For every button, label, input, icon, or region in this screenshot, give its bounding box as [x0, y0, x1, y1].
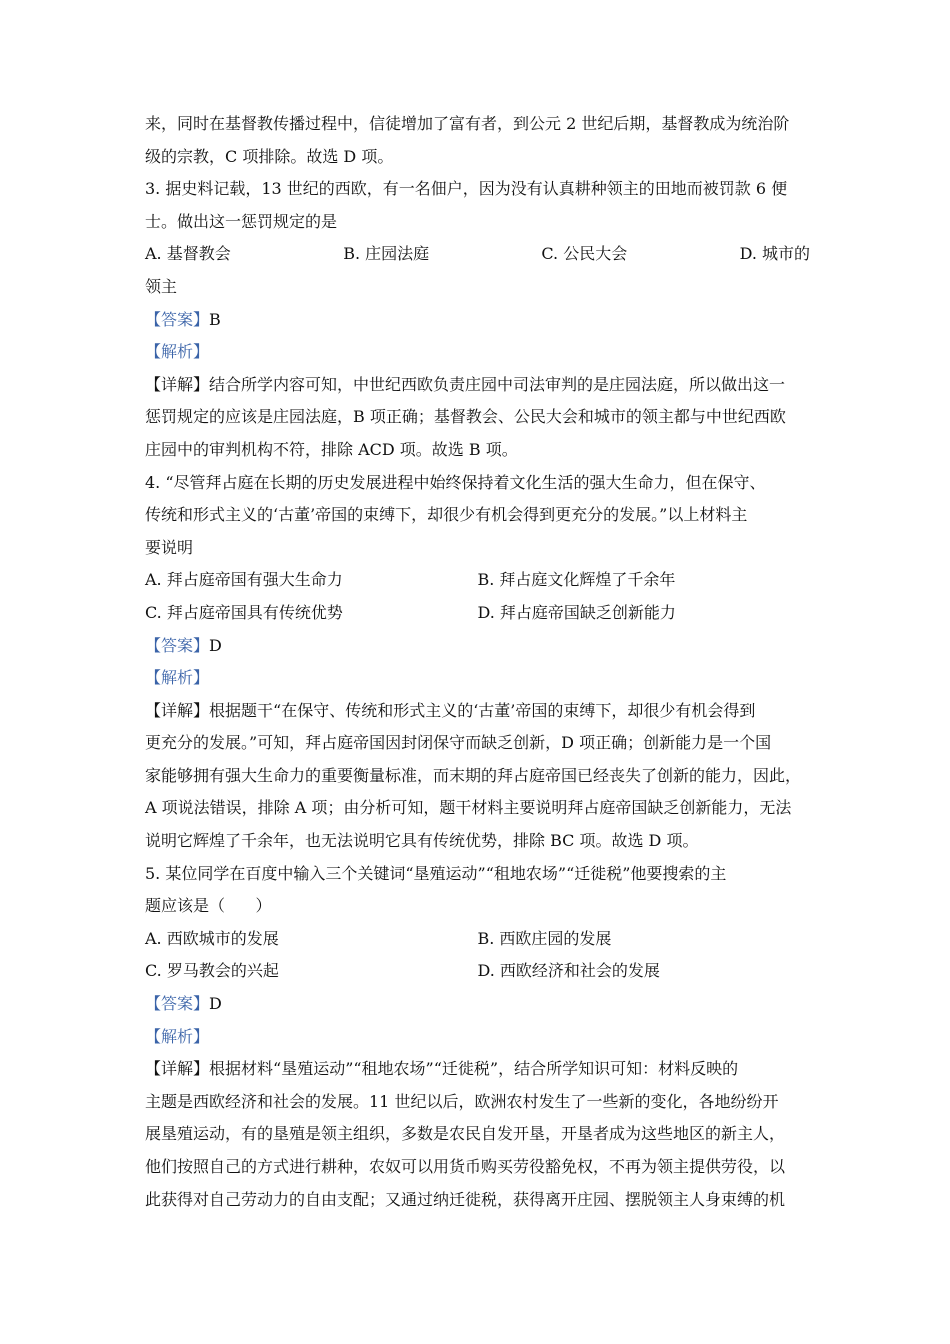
- q3-answer: [145, 304, 810, 337]
- q5-option-a: A. 西欧城市的发展: [145, 928, 279, 948]
- q4-stem-line-3: 要说明: [145, 537, 194, 557]
- q3-detail-text-1: 结合所学内容可知，中世纪西欧负责庄园中司法审判的是庄园法庭，所以做出这一: [209, 374, 786, 394]
- q4-stem-line-1: 4. “尽管拜占庭在长期的历史发展进程中始终保持着文化生活的强大生命力，但在保守、: [145, 472, 766, 492]
- q3-detail-line-1: [145, 369, 810, 402]
- q3-option-d-wrap: 领主: [145, 276, 178, 296]
- q3-analysis: [145, 336, 810, 369]
- q5-stem-line-2: 题应该是（ ）: [145, 896, 272, 916]
- q3-detail-line-3: 庄园中的审判机构不符，排除 ACD 项。故选 B 项。: [145, 439, 518, 459]
- q3-option-d: D. 城市的: [739, 244, 810, 264]
- q5-detail-line-1: [145, 1053, 810, 1086]
- q4-detail-line-1: [145, 695, 810, 728]
- q5-option-b: B. 西欧庄园的发展: [477, 928, 612, 948]
- q5-option-c: C. 罗马教会的兴起: [145, 961, 279, 981]
- analysis-tag: 【解析】: [145, 1026, 210, 1046]
- q3-answer-value: B: [209, 309, 221, 329]
- detail-tag: 【详解】: [145, 1059, 210, 1079]
- q5-analysis: [145, 1021, 810, 1054]
- q3-options: [145, 238, 810, 271]
- intro-line-2: 级的宗教，C 项排除。故选 D 项。: [145, 146, 394, 166]
- q3-option-b: B. 庄园法庭: [343, 244, 430, 264]
- q4-option-a: A. 拜占庭帝国有强大生命力: [145, 570, 343, 590]
- q5-detail-line-3: 展垦殖运动，有的垦殖是领主组织，多数是农民自发开垦，开垦者成为这些地区的新主人，: [145, 1124, 786, 1144]
- analysis-tag: 【解析】: [145, 342, 210, 362]
- q5-options-row-2: [145, 955, 810, 988]
- q4-options-row-2: [145, 597, 810, 630]
- analysis-tag: 【解析】: [145, 668, 210, 688]
- document-content: [145, 108, 810, 1216]
- q5-option-d: D. 西欧经济和社会的发展: [477, 961, 660, 981]
- q4-options-row-1: [145, 564, 810, 597]
- intro-line-1: 来，同时在基督教传播过程中，信徒增加了富有者，到公元 2 世纪后期，基督教成为统治阶: [145, 114, 790, 133]
- q4-detail-line-2: 更充分的发展。”可知，拜占庭帝国因封闭保守而缺乏创新，D 项正确；创新能力是一个国: [145, 733, 772, 753]
- q3-stem-line-1: 3. 据史料记载，13 世纪的西欧，有一名佃户，因为没有认真耕种领主的田地而被罚款 6 便: [145, 179, 788, 199]
- q3-option-a: A. 基督教会: [145, 244, 231, 264]
- q4-analysis: [145, 662, 810, 695]
- detail-tag: 【详解】: [145, 700, 210, 720]
- q5-options-row-1: [145, 923, 810, 956]
- q5-detail-line-4: 他们按照自己的方式进行耕种，农奴可以用货币购买劳役豁免权，不再为领主提供劳役，以: [145, 1157, 786, 1176]
- q3-detail-line-2: 惩罚规定的应该是庄园法庭，B 项正确；基督教会、公民大会和城市的领主都与中世纪西欧: [145, 407, 786, 427]
- q4-option-d: D. 拜占庭帝国缺乏创新能力: [477, 602, 676, 622]
- answer-tag: 【答案】: [145, 994, 210, 1014]
- answer-tag: 【答案】: [145, 635, 210, 655]
- q5-detail-line-5: 此获得对自己劳动力的自由支配；又通过纳迁徙税，获得离开庄园、摆脱领主人身束缚的机: [145, 1189, 786, 1209]
- q4-detail-line-3: 家能够拥有强大生命力的重要衡量标准，而末期的拜占庭帝国已经丧失了创新的能力，因此，: [145, 765, 802, 785]
- q4-stem-line-2: 传统和形式主义的‘古董’帝国的束缚下，却很少有机会得到更充分的发展。”以上材料主: [145, 505, 748, 525]
- q4-option-b: B. 拜占庭文化辉煌了千余年: [477, 570, 676, 590]
- q5-answer-value: D: [209, 994, 222, 1014]
- q5-detail-line-2: 主题是西欧经济和社会的发展。11 世纪以后，欧洲农村发生了一些新的变化，各地纷纷开: [145, 1091, 779, 1111]
- q4-answer: [145, 630, 810, 663]
- q4-detail-text-1: 根据题干“在保守、传统和形式主义的‘古董’帝国的束缚下，却很少有机会得到: [209, 700, 756, 720]
- q3-option-c: C. 公民大会: [541, 244, 628, 264]
- q4-detail-line-4: A 项说法错误，排除 A 项；由分析可知，题干材料主要说明拜占庭帝国缺乏创新能力，无法: [145, 798, 792, 818]
- answer-tag: 【答案】: [145, 309, 210, 329]
- q5-answer: [145, 988, 810, 1021]
- q4-option-c: C. 拜占庭帝国具有传统优势: [145, 602, 343, 622]
- q3-stem-line-2: 士。做出这一惩罚规定的是: [145, 211, 338, 231]
- q5-detail-text-1: 根据材料“垦殖运动”“租地农场”“迁徙税”，结合所学知识可知：材料反映的: [209, 1059, 739, 1079]
- q5-stem-line-1: 5. 某位同学在百度中输入三个关键词“垦殖运动”“租地农场”“迁徙税”他要搜索的主: [145, 863, 727, 883]
- q4-detail-line-5: 说明它辉煌了千余年，也无法说明它具有传统优势，排除 BC 项。故选 D 项。: [145, 831, 699, 851]
- q4-answer-value: D: [209, 635, 222, 655]
- detail-tag: 【详解】: [145, 374, 210, 394]
